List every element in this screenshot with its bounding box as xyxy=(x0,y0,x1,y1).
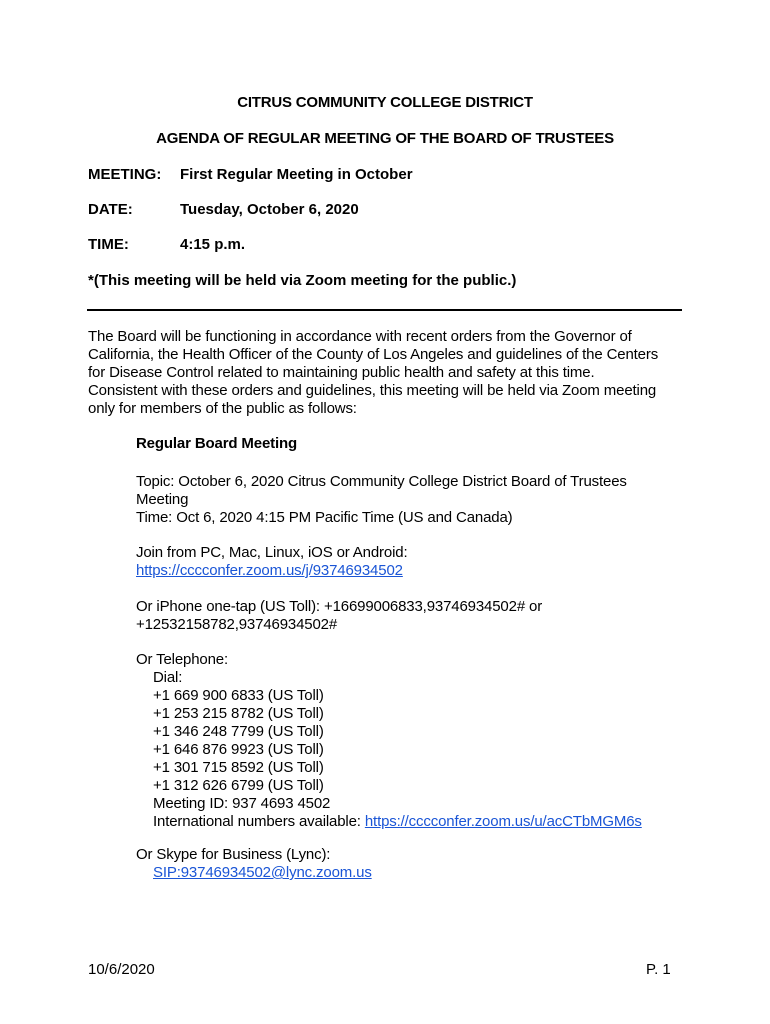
date-label: DATE: xyxy=(88,201,133,218)
international-line xyxy=(136,813,642,831)
time-field xyxy=(88,236,245,254)
join-label: Join from PC, Mac, Linux, iOS or Android: xyxy=(136,544,408,561)
time-line: Time: Oct 6, 2020 4:15 PM Pacific Time (US and Canada) xyxy=(136,509,513,526)
horizontal-divider xyxy=(87,309,682,311)
meeting-id: Meeting ID: 937 4693 4502 xyxy=(153,795,331,812)
dial-number: +1 646 876 9923 (US Toll) xyxy=(153,741,324,758)
dial-number: +1 669 900 6833 (US Toll) xyxy=(153,687,324,704)
intro-line: The Board will be functioning in accordance with recent orders from the Governor of xyxy=(88,328,632,345)
footer-page-number: P. 1 xyxy=(646,961,671,978)
skype-block xyxy=(136,846,372,882)
dial-label: Dial: xyxy=(153,669,183,686)
topic-line: Topic: October 6, 2020 Citrus Community College District Board of Trustees xyxy=(136,473,627,490)
footer-date: 10/6/2020 xyxy=(88,961,155,978)
intro-line: Consistent with these orders and guidelines, this meeting will be held via Zoom meeting xyxy=(88,382,657,399)
topic-line: Meeting xyxy=(136,491,189,508)
dial-number: +1 346 248 7799 (US Toll) xyxy=(153,723,324,740)
intro-line: only for members of the public as follows: xyxy=(88,400,357,417)
regular-board-meeting-heading: Regular Board Meeting xyxy=(136,435,298,452)
join-zoom-link[interactable]: https://cccconfer.zoom.us/j/93746934502 xyxy=(136,562,403,579)
dial-number: +1 301 715 8592 (US Toll) xyxy=(153,759,324,776)
meeting-field xyxy=(88,166,413,184)
district-title: CITRUS COMMUNITY COLLEGE DISTRICT xyxy=(237,94,533,111)
join-block xyxy=(136,544,407,580)
date-field xyxy=(88,201,359,219)
international-numbers-link[interactable]: https://cccconfer.zoom.us/u/acCTbMGM6s xyxy=(364,813,642,830)
skype-label: Or Skype for Business (Lync): xyxy=(136,846,331,863)
dial-number: +1 312 626 6799 (US Toll) xyxy=(153,777,324,794)
iphone-block xyxy=(136,598,542,634)
date-value: Tuesday, October 6, 2020 xyxy=(180,201,359,218)
time-label: TIME: xyxy=(88,236,129,253)
international-label: International numbers available: xyxy=(153,813,365,830)
iphone-line: Or iPhone one-tap (US Toll): +16699006833,93746934502# or xyxy=(136,598,543,615)
skype-sip-link[interactable]: SIP:93746934502@lync.zoom.us xyxy=(153,864,372,881)
telephone-label: Or Telephone: xyxy=(136,651,229,668)
intro-line: for Disease Control related to maintaining public health and safety at this time. xyxy=(88,364,595,381)
time-value: 4:15 p.m. xyxy=(180,236,246,253)
intro-paragraph xyxy=(88,328,688,418)
iphone-line: +12532158782,93746934502# xyxy=(136,616,338,633)
agenda-title: AGENDA OF REGULAR MEETING OF THE BOARD OF TRUSTEES xyxy=(156,130,614,147)
meeting-value: First Regular Meeting in October xyxy=(180,166,413,183)
telephone-block xyxy=(136,651,642,831)
zoom-note: *(This meeting will be held via Zoom meeting for the public.) xyxy=(88,272,517,289)
intro-line: California, the Health Officer of the County of Los Angeles and guidelines of the Centers xyxy=(88,346,659,363)
topic-block xyxy=(136,473,627,527)
dial-number: +1 253 215 8782 (US Toll) xyxy=(153,705,324,722)
meeting-label: MEETING: xyxy=(88,166,162,183)
